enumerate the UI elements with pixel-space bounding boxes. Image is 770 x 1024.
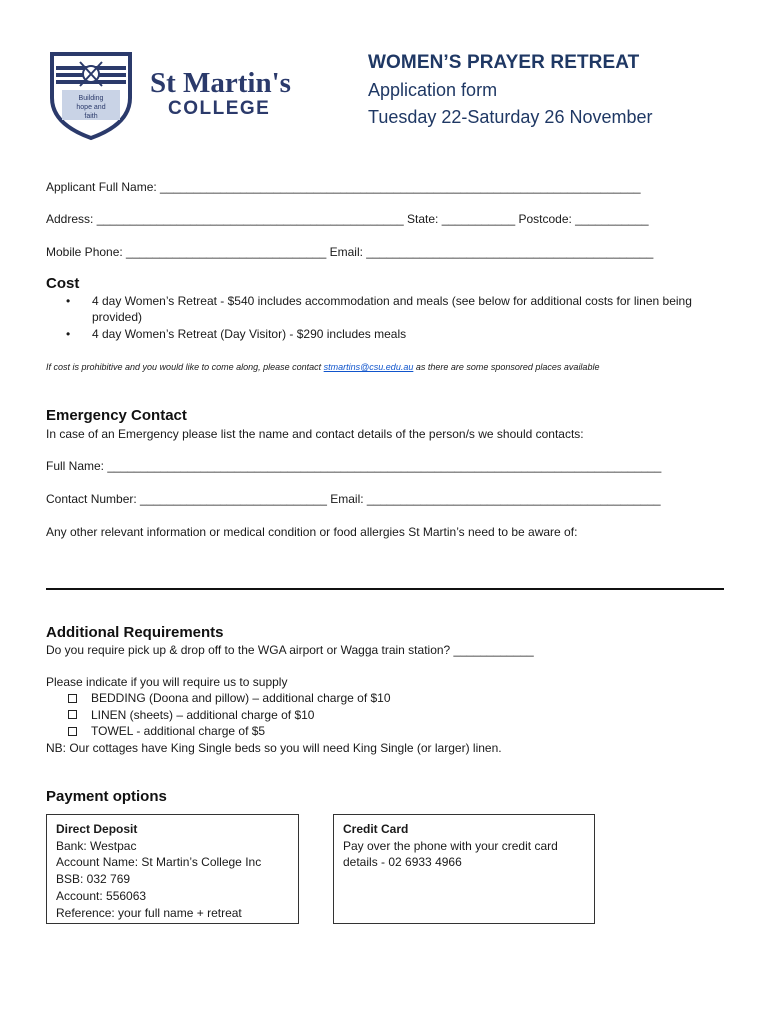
credit-card-line: Pay over the phone with your credit card — [343, 838, 558, 853]
reference-line: Reference: your full name + retreat — [56, 905, 242, 920]
credit-card-box — [333, 814, 595, 924]
svg-text:Building: Building — [78, 95, 104, 102]
bedding-option[interactable]: BEDDING (Doona and pillow) – additional charge of $10 — [68, 690, 391, 707]
svg-text:faith: faith — [84, 113, 98, 120]
event-dates: Tuesday 22-Saturday 26 November — [368, 107, 653, 127]
checkbox[interactable] — [68, 694, 77, 703]
page-title: WOMEN’S PRAYER RETREAT — [368, 52, 640, 73]
emergency-contact-field[interactable]: Contact Number: ____________________________ Email: ____________________________________________ — [46, 492, 661, 506]
list-item: • 4 day Women’s Retreat (Day Visitor) - $290 includes meals — [66, 327, 407, 341]
additional-heading: Additional Requirements — [46, 624, 224, 641]
direct-deposit-box — [46, 814, 299, 924]
college-logo — [46, 48, 310, 142]
emergency-name-field[interactable]: Full Name: ___________________________________________________________________________________ — [46, 459, 662, 473]
emergency-intro: In case of an Emergency please list the name and contact details of the person/s we should contacts: — [46, 427, 584, 441]
payment-heading: Payment options — [46, 788, 167, 805]
credit-card-phone-line: details - 02 6933 4966 — [343, 855, 462, 870]
page-subtitle: Application form — [368, 80, 498, 100]
bank-line: Bank: Westpac — [56, 838, 137, 853]
mobile-email-field[interactable]: Mobile Phone: ______________________________ Email: ___________________________________________ — [46, 245, 654, 259]
supply-intro: Please indicate if you will require us to supply — [46, 675, 288, 689]
credit-card-title: Credit Card — [343, 822, 409, 836]
account-line: Account: 556063 — [56, 888, 147, 903]
shield-crest-icon — [46, 48, 310, 142]
bsb-line: BSB: 032 769 — [56, 872, 131, 887]
cost-heading: Cost — [46, 275, 80, 292]
towel-option[interactable]: TOWEL - additional charge of $5 — [68, 723, 391, 740]
svg-text:COLLEGE: COLLEGE — [168, 98, 271, 119]
emergency-heading: Emergency Contact — [46, 407, 187, 424]
account-name-line: Account Name: St Martin’s College Inc — [56, 855, 262, 870]
linen-note: NB: Our cottages have King Single beds so you will need King Single (or larger) linen. — [46, 741, 502, 755]
contact-email-link[interactable]: stmartins@csu.edu.au — [323, 362, 414, 372]
pickup-question[interactable]: Do you require pick up & drop off to the WGA airport or Wagga train station? ____________ — [46, 643, 534, 657]
medical-info-label: Any other relevant information or medical condition or food allergies St Martin’s need to be aware of: — [46, 525, 578, 539]
svg-text:hope and: hope and — [76, 104, 106, 111]
medical-info-line[interactable] — [46, 588, 724, 590]
sponsorship-note: If cost is prohibitive and you would like to come along, please contact stmartins@csu.edu.au as there are some sponsored places available — [46, 362, 600, 372]
cost-list — [64, 293, 714, 343]
address-field[interactable]: Address: ______________________________________________ State: ___________ Postcode: ___________ — [46, 212, 649, 226]
supply-options — [68, 690, 391, 740]
direct-deposit-title: Direct Deposit — [56, 822, 138, 836]
list-item: • 4 day Women’s Retreat - $540 includes accommodation and meals (see below for additional costs for linen being provided) — [66, 294, 692, 324]
applicant-name-field[interactable]: Applicant Full Name: ________________________________________________________________________ — [46, 180, 641, 194]
checkbox[interactable] — [68, 727, 77, 736]
linen-option[interactable]: LINEN (sheets) – additional charge of $10 — [68, 707, 391, 724]
svg-text:St Martin's: St Martin's — [150, 67, 291, 99]
checkbox[interactable] — [68, 710, 77, 719]
